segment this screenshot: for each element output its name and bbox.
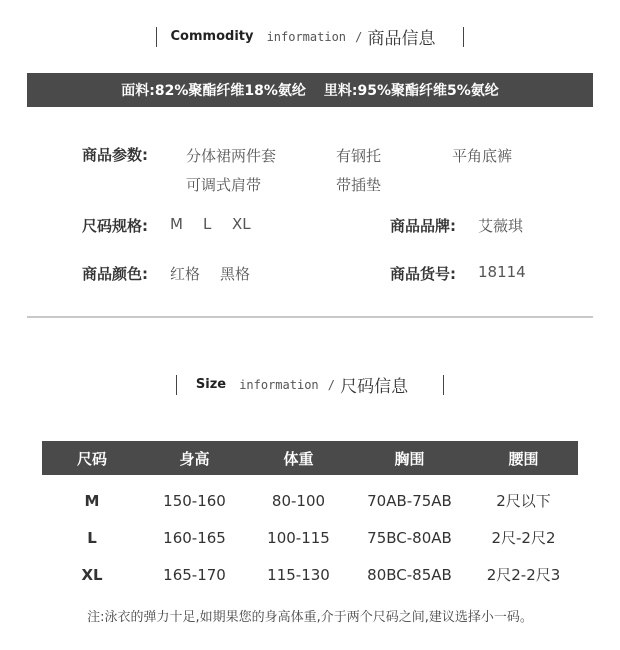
- title-zh: 商品信息: [367, 29, 436, 49]
- column-header: 尺码: [76, 449, 107, 468]
- table-cell: XL: [81, 565, 103, 584]
- title-en-bold: Commodity: [170, 29, 254, 44]
- table-cell: L: [87, 528, 97, 547]
- size-spec-value: M: [170, 215, 183, 233]
- title-slash: /: [327, 377, 335, 392]
- size-spec-value: L: [203, 215, 212, 233]
- title-right-bar: [463, 27, 464, 47]
- table-cell: 160-165: [163, 528, 226, 547]
- item-no-label: 商品货号:: [390, 265, 456, 283]
- title-en-light: information: [266, 29, 347, 44]
- table-row: [42, 482, 578, 519]
- param-item: 带插垫: [336, 176, 382, 194]
- param-item: 平角底裤: [452, 147, 513, 165]
- table-cell: 115-130: [267, 565, 330, 584]
- param-item: 可调式肩带: [186, 176, 262, 194]
- param-item: 有钢托: [336, 147, 382, 165]
- param-item: 分体裙两件套: [186, 147, 277, 165]
- column-header: 腰围: [508, 449, 539, 468]
- title-en-light: information: [239, 377, 319, 392]
- table-cell: 165-170: [163, 565, 226, 584]
- size-spec-value: XL: [232, 215, 251, 233]
- table-cell: 70AB-75AB: [367, 491, 452, 510]
- table-row: [42, 519, 578, 556]
- size-info-title: [0, 372, 620, 397]
- color-label: 商品颜色:: [82, 265, 148, 283]
- brand-label: 商品品牌:: [390, 217, 456, 235]
- table-cell: 2尺-2尺2: [491, 529, 556, 547]
- params-label: 商品参数:: [82, 146, 148, 164]
- commodity-info-title: [0, 24, 620, 49]
- color-value: 红格: [170, 265, 201, 283]
- brand-value: 艾薇琪: [478, 217, 524, 235]
- fabric-lining: 里料:95%聚酯纤维5%氨纶: [323, 83, 499, 99]
- item-no-value: 18114: [478, 263, 526, 281]
- column-header: 胸围: [394, 449, 425, 468]
- table-cell: 2尺2-2尺3: [486, 566, 561, 584]
- title-slash: /: [355, 29, 363, 44]
- size-table-header: [42, 441, 578, 475]
- size-table: [42, 441, 578, 593]
- table-cell: 2尺以下: [496, 492, 551, 510]
- section-divider: [27, 316, 593, 318]
- table-cell: 80BC-85AB: [367, 565, 452, 584]
- table-row: [42, 556, 578, 593]
- table-cell: 150-160: [163, 491, 226, 510]
- title-left-bar: [176, 375, 177, 395]
- column-header: 体重: [283, 449, 314, 468]
- fabric-outer: 面料:82%聚酯纤维18%氨纶: [121, 83, 306, 99]
- table-cell: 80-100: [271, 491, 326, 510]
- title-right-bar: [443, 375, 444, 395]
- size-note: 注:泳衣的弹力十足,如期果您的身高体重,介于两个尺码之间,建议选择小一码。: [87, 610, 533, 625]
- fabric-band: [27, 73, 593, 107]
- table-cell: 100-115: [267, 528, 330, 547]
- size-spec-label: 尺码规格:: [82, 217, 148, 235]
- title-en-bold: Size: [195, 377, 227, 392]
- table-cell: 75BC-80AB: [367, 528, 452, 547]
- column-header: 身高: [179, 449, 210, 468]
- title-zh: 尺码信息: [340, 377, 409, 397]
- color-value: 黑格: [220, 265, 251, 283]
- title-left-bar: [156, 27, 157, 47]
- table-cell: M: [84, 491, 100, 510]
